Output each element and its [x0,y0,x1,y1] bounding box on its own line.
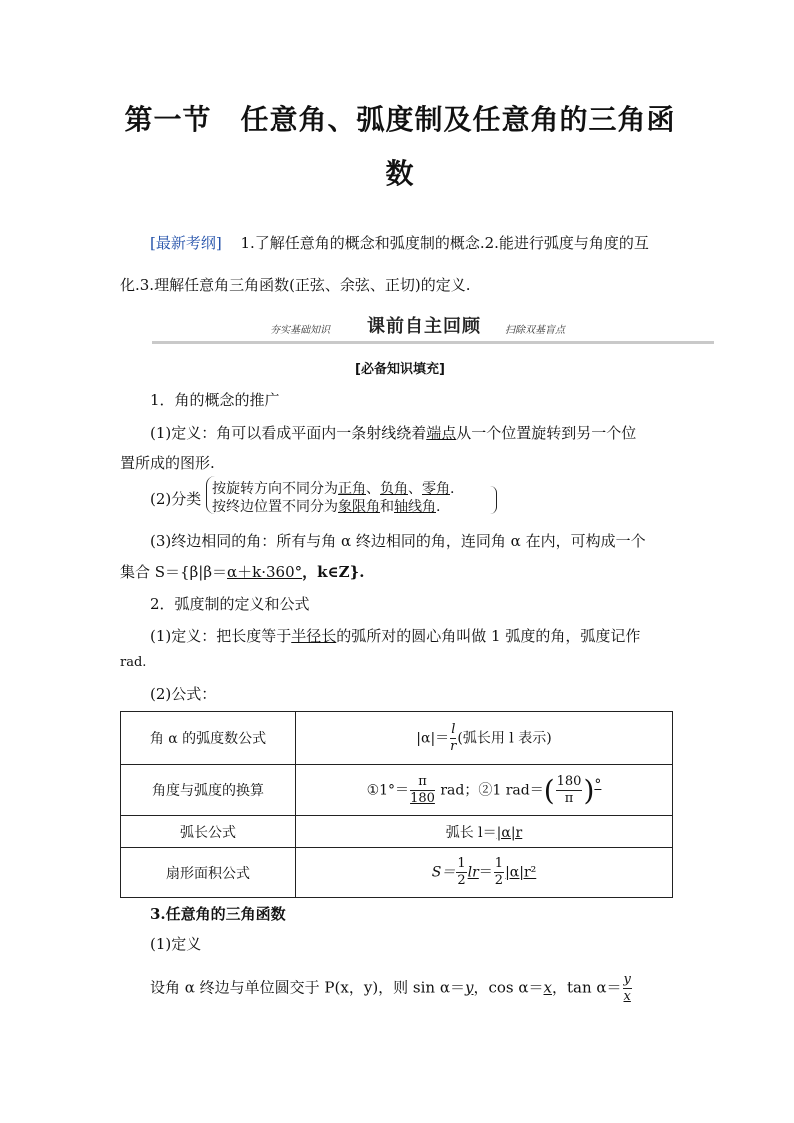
row4-part2: |α|r² [505,864,537,881]
class-row2-b: 轴线角 [394,499,436,515]
s3-prefix: 设角 α 终边与单位圆交于 P(x，y)，则 sin α＝ [150,978,465,997]
banner-main-text: 课前自主回顾 [367,316,481,337]
row1-right: (弧长用 l 表示) [457,730,552,746]
s1-terminal-text: (3)终边相同的角：所有与角 α 终边相同的角，连同角 α 在内，可构成一个 [150,532,646,550]
s1-class-label: (2)分类 [150,490,202,508]
row4-prefix: S＝ [431,864,456,881]
banner-right-text: 扫除双基盲点 [505,325,565,336]
s2-def-suffix: 的弧所对的圆心角叫做 1 弧度的角，弧度记作 [336,627,641,645]
row4-label: 扇形面积公式 [121,848,296,898]
row2-part1: ①1°＝ [366,782,410,798]
s3-def-label: (1)定义 [150,935,202,953]
row4-num2: 1 [494,856,504,871]
set-suffix: ，k∈Z}. [302,563,365,581]
left-paren: ( [543,773,555,807]
s2-formula-label: (2)公式： [150,685,217,703]
row4-den2: 2 [494,873,504,888]
cos-label: ，cos α＝ [473,978,544,997]
s2-def-prefix: (1)定义：把长度等于 [150,627,292,645]
set-prefix: 集合 S＝{β|β＝ [120,563,227,581]
row2-fraction-1 [410,774,435,807]
formula-table [120,711,673,898]
s2-definition-line-2: rad. [120,655,147,670]
section-3-heading: 3.任意角的三角函数 [150,905,286,923]
row2-num2: 180 [556,773,582,789]
banner-left-text: 夯实基础知识 [270,325,330,336]
row2-den1: 180 [410,790,435,806]
syllabus-text-2: 化.3.理解任意角三角函数(正弦、余弦、正切)的定义. [120,276,471,294]
s1-definition-line-1 [150,422,680,443]
s1-def-suffix: 从一个位置旋转到另一个位 [456,424,637,442]
s2-definition-line-1 [150,625,680,646]
row3-prefix: 弧长 l＝ [445,824,497,841]
row2-den2: π [564,790,574,806]
row3-formula [296,816,673,848]
syllabus-text-1: 1.了解任意角的概念和弧度制的概念.2.能进行弧度与角度的互 [240,234,649,252]
row4-part1: lr [467,864,479,881]
class-row2-and: 和 [380,499,394,515]
sin-value: y [465,978,474,997]
class-row1-b: 负角 [380,481,408,497]
class-row1-c: 零角 [422,481,450,497]
row1-left: |α|＝ [416,730,450,746]
row4-eq: ＝ [478,864,493,881]
row4-fraction-1 [456,856,466,889]
class-row2-a: 象限角 [338,499,380,515]
tan-den: x [623,989,631,1004]
table-row [121,848,673,898]
right-paren: ) [583,773,595,807]
section-2-heading: 2．弧度制的定义和公式 [150,595,310,613]
s1-definition-line-2: 置所成的图形. [120,454,215,472]
s2-def-blank: 半径长 [291,627,337,645]
row2-label: 角度与弧度的换算 [121,765,296,816]
class-row1-prefix: 按旋转方向不同分为 [212,481,338,497]
row2-formula [296,765,673,816]
row1-label: 角 α 的弧度数公式 [121,712,296,765]
row2-fraction-2 [556,774,583,807]
row3-blank: |α|r [496,824,523,841]
page-title: 第一节 任意角、弧度制及任意角的三角函 [124,103,676,136]
s1-def-prefix: (1)定义：角可以看成平面内一条射线绕着 [150,424,427,442]
tan-num: y [623,972,631,987]
table-row [121,816,673,848]
row4-fraction-2 [494,856,504,889]
syllabus-line-1 [120,221,680,265]
tan-fraction [623,972,632,1005]
s1-class-row-1: 按旋转方向不同分为正角、负角、零角. [212,481,455,497]
cos-value: x [543,978,552,997]
set-blank: α＋k·360° [227,563,303,581]
row3-label: 弧长公式 [121,816,296,848]
s1-set-line [120,561,680,582]
row1-formula [296,712,673,765]
row2-num1: π [410,774,435,791]
class-row2-prefix: 按终边位置不同分为 [212,499,338,515]
row2-degree: ° [594,776,602,793]
page-title-continued: 数 [385,157,415,190]
s1-class-row-2: 按终边位置不同分为象限角和轴线角. [212,499,441,515]
section-1-heading: 1．角的概念的推广 [150,391,280,409]
row2-part2: rad；②1 rad＝ [440,782,544,798]
tan-label: ，tan α＝ [551,978,622,997]
section-banner [152,312,714,344]
row4-num: 1 [457,856,466,871]
row1-den: r [450,738,457,754]
class-row1-a: 正角 [338,481,366,497]
row4-den: 2 [457,873,466,888]
table-row [121,765,673,816]
classification-close-brace [490,486,497,514]
row4-formula [296,848,673,898]
s3-definition-line [150,972,680,1005]
table-row [121,712,673,765]
row1-num: l [451,721,456,737]
row1-fraction [450,722,456,755]
section-tag: [必备知识填充] [355,362,445,377]
banner-divider [152,341,714,344]
syllabus-tag: [最新考纲] [150,234,222,252]
s1-def-blank: 端点 [426,424,457,442]
